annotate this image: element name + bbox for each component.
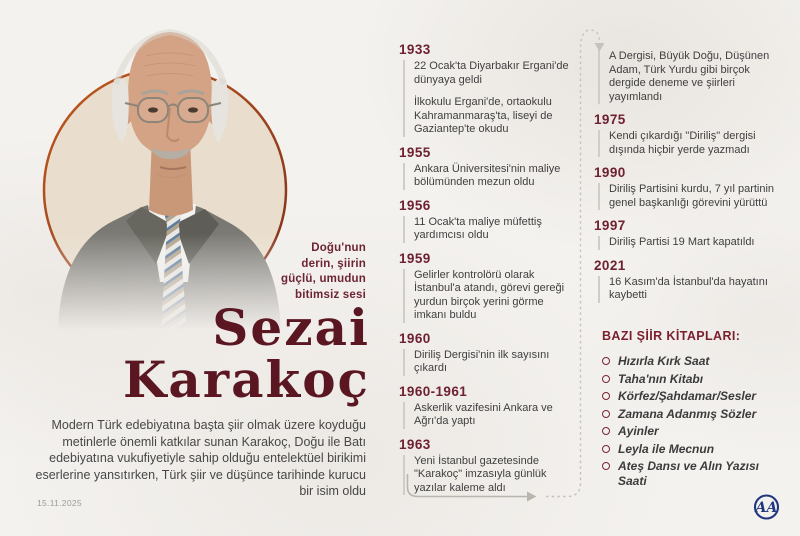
bullet-circle-icon — [602, 462, 610, 470]
timeline-paragraph: A Dergisi, Büyük Doğu, Düşünen Adam, Türk Yurdu gibi birçok dergide deneme ve şiirleri yayımlandı — [609, 50, 770, 103]
timeline-year: 1990 — [594, 165, 626, 180]
timeline-right-entry-2021 — [594, 258, 780, 303]
tagline-line: Doğu'nun — [311, 242, 366, 254]
publish-date: 15.11.2025 — [37, 498, 82, 508]
tagline-line: derin, şiirin — [301, 257, 366, 270]
timeline-left-entry-1963 — [399, 437, 579, 496]
book-item — [602, 372, 782, 387]
timeline-left-entry-1933 — [399, 42, 579, 137]
anadolu-agency-logo — [751, 491, 781, 521]
books-list — [602, 354, 782, 488]
timeline-left-entry-1956 — [399, 198, 579, 243]
timeline-right-entry-1997 — [594, 218, 780, 250]
timeline-text — [598, 130, 780, 157]
tagline — [281, 241, 366, 303]
timeline-year: 1997 — [594, 218, 626, 233]
book-title: Ateş Dansı ve Alın Yazısı Saati — [618, 459, 759, 488]
book-title: Leyla ile Mecnun — [618, 441, 715, 456]
timeline-text — [598, 276, 780, 303]
book-item — [602, 459, 782, 488]
tagline-line: bitimsiz sesi — [295, 288, 366, 301]
timeline-year: 1933 — [399, 42, 431, 57]
timeline-text — [403, 216, 579, 243]
timeline-right-entry-continued — [594, 50, 780, 104]
bullet-circle-icon — [602, 375, 610, 383]
timeline-paragraph: Askerlik vazifesini Ankara ve Ağrı'da yaptı — [414, 401, 553, 427]
bullet-circle-icon — [602, 357, 610, 365]
bullet-circle-icon — [602, 445, 610, 453]
book-item — [602, 424, 782, 439]
timeline-text — [598, 236, 780, 250]
timeline-text — [598, 50, 780, 104]
timeline-year: 1960-1961 — [399, 383, 468, 399]
timeline-column-left — [399, 42, 579, 503]
book-item — [602, 354, 782, 369]
title-first-name: Sezai — [212, 298, 370, 357]
timeline-text — [403, 349, 579, 376]
timeline-paragraph: 11 Ocak'ta maliye müfettiş yardımcısı oldu — [414, 215, 542, 241]
timeline-year: 1955 — [399, 144, 431, 160]
timeline-paragraph: Diriliş Partisini kurdu, 7 yıl partinin genel başkanlığı görevini yürüttü — [609, 183, 775, 209]
timeline-year: 1963 — [399, 436, 431, 452]
timeline-left-entry-1959 — [399, 251, 579, 323]
tagline-line: güçlü, umudun — [280, 273, 366, 285]
bullet-circle-icon — [602, 410, 610, 418]
title-last-name: Karakoç — [122, 350, 370, 409]
timeline-paragraph: Ankara Üniversitesi'nin maliye bölümünden mezun oldu — [414, 162, 561, 188]
book-title: Zamana Adanmış Sözler — [618, 406, 757, 421]
books-section — [602, 329, 782, 491]
timeline-right-entry-1975 — [594, 112, 780, 157]
bullet-circle-icon — [602, 427, 610, 435]
timeline-text — [403, 269, 579, 323]
book-item — [602, 442, 782, 457]
book-title: Körfez/Şahdamar/Sesler — [618, 389, 757, 403]
timeline-paragraph: Yeni İstanbul gazetesinde "Karakoç" imzasıyla günlük yazılar kaleme aldı — [414, 454, 547, 494]
timeline-paragraph: 22 Ocak'ta Diyarbakır Ergani'de dünyaya geldi — [414, 60, 569, 86]
book-title: Taha'nın Kitabı — [618, 371, 704, 386]
timeline-left-entry-1960-1961 — [399, 384, 579, 429]
timeline-paragraph: Diriliş Dergisi'nin ilk sayısını çıkardı — [414, 348, 550, 374]
timeline-year: 1960 — [399, 330, 431, 346]
timeline-left-entry-1955 — [399, 145, 579, 190]
page-title — [122, 298, 370, 409]
timeline-year: 1956 — [399, 197, 431, 213]
bullet-circle-icon — [602, 392, 610, 400]
timeline-text — [598, 183, 780, 210]
timeline-left-entry-1960 — [399, 331, 579, 376]
agency-monogram: AA — [755, 500, 778, 516]
timeline-paragraph: İlkokulu Ergani'de, ortaokulu Kahramanmaraş'ta, liseyi de Gaziantep'te okudu — [414, 96, 553, 135]
book-title: Hızırla Kırk Saat — [618, 354, 710, 368]
timeline-paragraph: Gelirler kontrolörü olarak İstanbul'a atandı, görevi gereği yurdun birçok yerini görme imkanı buldu — [414, 268, 565, 321]
timeline-right-entry-1990 — [594, 165, 780, 210]
summary-paragraph: Modern Türk edebiyatına başta şiir olmak üzere koyduğu metinlerle önemli katkılar sunan Karakoç, Doğu ile Batı edebiyatına vukufiyetiyle sahip olduğu entelektüel birikimi eserlerine yansıtırken, Türk şiir ve düşünce tarihinde kurucu bir isim oldu — [35, 418, 366, 498]
books-heading: BAZI ŞİİR KİTAPLARI: — [602, 329, 741, 343]
book-title: Ayinler — [618, 424, 659, 438]
timeline-text — [403, 455, 579, 496]
book-item — [602, 407, 782, 422]
timeline-paragraph: Diriliş Partisi 19 Mart kapatıldı — [609, 236, 755, 248]
timeline-year: 1975 — [594, 112, 626, 127]
timeline-column-right — [594, 50, 780, 311]
timeline-paragraph: 16 Kasım'da İstanbul'da hayatını kaybetti — [609, 275, 768, 301]
timeline-text — [403, 402, 579, 429]
timeline-year: 1959 — [399, 250, 431, 266]
timeline-text — [403, 163, 579, 190]
timeline-year: 2021 — [594, 257, 626, 273]
timeline-text — [403, 60, 579, 137]
timeline-paragraph: Kendi çıkardığı "Diriliş" dergisi dışında hiçbir yerde yazmadı — [609, 130, 756, 156]
book-item — [602, 389, 782, 404]
